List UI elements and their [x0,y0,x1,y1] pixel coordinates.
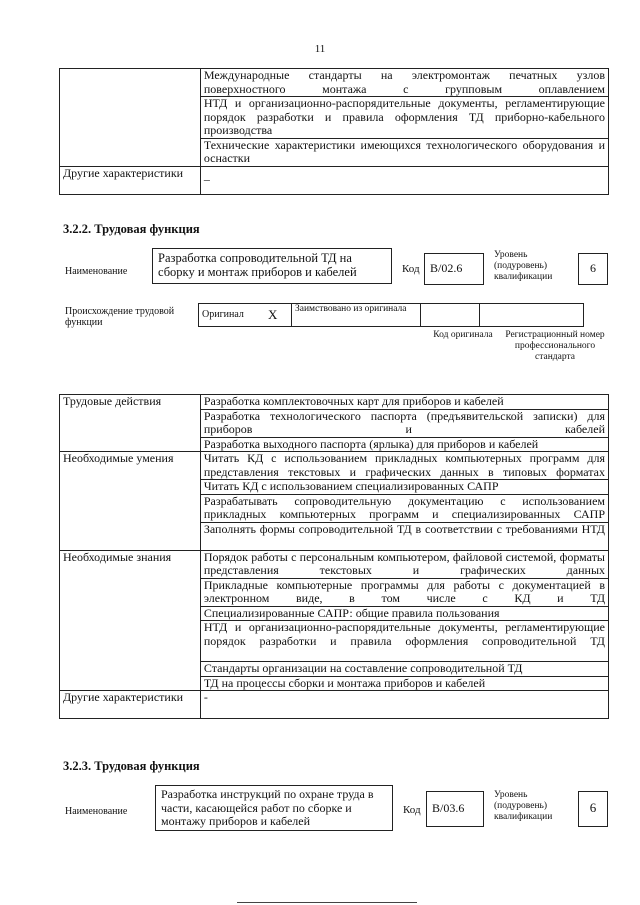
section-title: 3.2.2. Трудовая функция [63,222,200,236]
origin-table [198,303,584,327]
labor-function-table [59,394,609,719]
knowledge-item: Порядок работы с персональным компьютером, файловой системой, форматы представления текстовых и графических данных [200,550,608,578]
table-row [60,395,609,410]
table-row [60,69,609,97]
knowledge-item: ТД на процессы сборки и монтажа приборов и кабелей [200,676,608,691]
knowledge-item: Специализированные САПР: общие правила пользования [200,606,608,621]
page-number: 11 [314,43,326,55]
reg-number-cell [480,304,584,327]
knowledge-item: НТД и организационно-распорядительные документы, регламентирующие порядок разработки и правила оформления ТД приборно-кабельного производства [200,97,608,139]
knowledge-label: Необходимые знания [60,550,201,691]
code-label: Код [403,804,421,816]
function-name-box: Разработка сопроводительной ТД на сборку и монтаж приборов и кабелей [152,248,392,284]
name-label: Наименование [65,806,128,817]
knowledge-item: Технические характеристики имеющихся технологического оборудования и оснастки [200,138,608,166]
level-value-box: 6 [578,253,608,285]
top-knowledge-table [59,68,609,195]
other-characteristics-value: - [200,691,608,719]
skill-item: Разрабатывать сопроводительную документацию с использованием прикладных компьютерных программ и специализированных САПР [200,494,608,522]
code-original-label: Код оригинала [433,330,493,340]
skills-label: Необходимые умения [60,452,201,551]
actions-label: Трудовые действия [60,395,201,452]
section-title: 3.2.3. Трудовая функция [63,759,200,773]
action-item: Разработка технологического паспорта (предъявительской записки) для приборов и кабелей [200,409,608,437]
original-label: Оригинал [199,304,266,327]
knowledge-item: Прикладные компьютерные программы для работы с документацией в электронном виде, в том числе с КД и ТД [200,578,608,606]
table-row [60,550,609,578]
original-mark: X [265,304,292,327]
knowledge-item: Стандарты организации на составление сопроводительной ТД [200,662,608,677]
skill-item: Читать КД с использованием прикладных компьютерных программ для представления текстовых и графических данных в типовых форматах [200,452,608,480]
level-label: Уровень (подуровень) квалификации [494,790,553,822]
level-label: Уровень (подуровень) квалификации [494,250,553,282]
code-label: Код [402,263,420,275]
table-row [60,166,609,194]
other-characteristics-value: – [200,166,608,194]
code-original-cell [421,304,480,327]
code-value-box: B/02.6 [424,253,484,285]
origin-label: Происхождение трудовой функции [65,306,175,328]
table-row [60,691,609,719]
skill-item: Заполнять формы сопроводительной ТД в соответствии с требованиями НТД [200,522,608,550]
other-characteristics-label: Другие характеристики [60,691,201,719]
code-value-box: B/03.6 [426,791,484,827]
other-characteristics-label: Другие характеристики [60,166,201,194]
reg-number-label: Регистрационный номер профессионального стандарта [505,330,605,362]
name-label: Наименование [65,266,128,277]
knowledge-item: Международные стандарты на электромонтаж печатных узлов поверхностного монтажа с групповым оплавлением [200,69,608,97]
table-row [60,452,609,480]
action-item: Разработка комплектовочных карт для приборов и кабелей [200,395,608,410]
level-value-box: 6 [578,791,608,827]
skill-item: Читать КД с использованием специализированных САПР [200,480,608,495]
page-bottom-line [237,902,417,903]
empty-label-cell [60,69,201,167]
function-name-box: Разработка инструкций по охране труда в части, касающейся работ по сборке и монтажу приборов и кабелей [155,785,393,831]
knowledge-item: НТД и организационно-распорядительные документы, регламентирующие порядок разработки и правила оформления сопроводительной ТД [200,621,608,662]
borrowed-label: Заимствовано из оригинала [292,304,421,327]
action-item: Разработка выходного паспорта (ярлыка) для приборов и кабелей [200,437,608,452]
